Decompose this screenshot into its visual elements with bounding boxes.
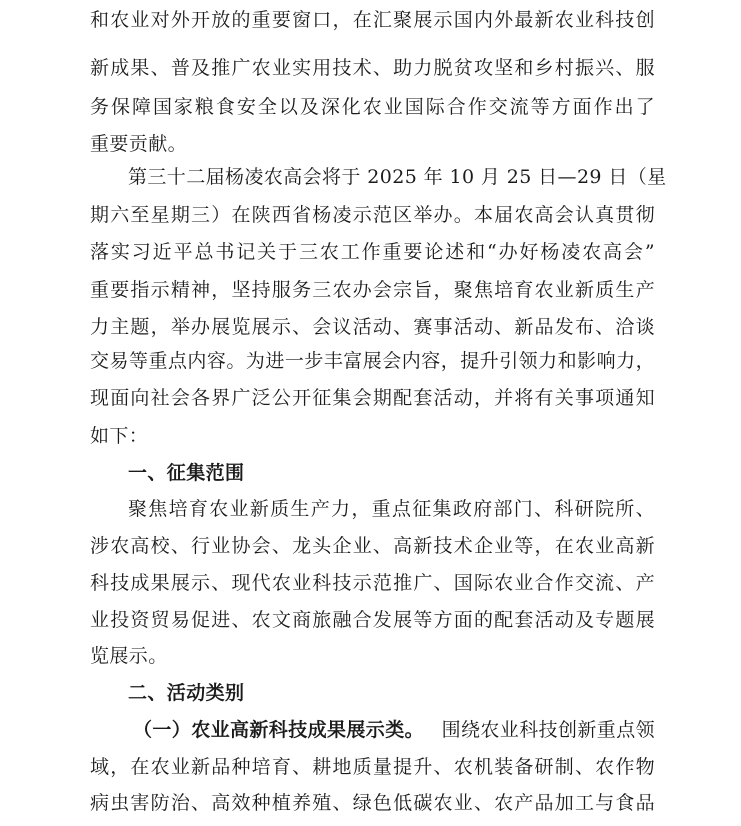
paragraph-intro-line-3: 务保障国家粮食安全以及深化农业国际合作交流等方面作出了 (90, 96, 655, 118)
paragraph-event-line-3: 落实习近平总书记关于三农工作重要论述和“办好杨凌农高会” (90, 241, 655, 263)
subsection-1-text-first: 围绕农业科技创新重点领 (441, 719, 655, 741)
subsection-1-line-2: 域，在农业新品种培育、耕地质量提升、农机装备研制、农作物 (90, 756, 655, 778)
paragraph-scope-line-1: 聚焦培育农业新质生产力，重点征集政府部门、科研院所、 (128, 498, 655, 520)
paragraph-event-line-7: 现面向社会各界广泛公开征集会期配套活动，并将有关事项通知 (90, 387, 655, 409)
paragraph-intro-line-4: 重要贡献。 (90, 133, 188, 155)
paragraph-scope-line-2: 涉农高校、行业协会、龙头企业、高新技术企业等，在农业高新 (90, 535, 655, 557)
subsection-1-line-3: 病虫害防治、高效种植养殖、绿色低碳农业、农产品加工与食品 (90, 792, 655, 814)
subsection-1-line-1 (133, 718, 655, 742)
subsection-1-label: （一）农业高新科技成果展示类。 (133, 719, 425, 741)
paragraph-event-line-4: 重要指示精神，坚持服务三农办会宗旨，聚焦培育农业新质生产 (90, 279, 655, 301)
section-heading-categories: 二、活动类别 (128, 682, 245, 704)
paragraph-intro-line-2: 新成果、普及推广农业实用技术、助力脱贫攻坚和乡村振兴、服 (90, 57, 655, 79)
paragraph-scope-line-3: 科技成果展示、现代农业科技示范推广、国际农业合作交流、产 (90, 572, 655, 594)
paragraph-scope-line-4: 业投资贸易促进、农文商旅融合发展等方面的配套活动及专题展 (90, 609, 655, 631)
paragraph-event-line-8: 如下： (90, 425, 149, 447)
section-heading-scope: 一、征集范围 (128, 462, 245, 484)
paragraph-event-line-1: 第三十二届杨凌农高会将于 2025 年 10 月 25 日—29 日（星 (128, 166, 667, 188)
paragraph-event-line-5: 力主题，举办展览展示、会议活动、赛事活动、新品发布、洽谈 (90, 316, 655, 338)
paragraph-event-line-6: 交易等重点内容。为进一步丰富展会内容，提升引领力和影响力， (90, 350, 655, 372)
paragraph-scope-line-5: 览展示。 (90, 645, 168, 667)
paragraph-event-line-2: 期六至星期三）在陕西省杨凌示范区举办。本届农高会认真贯彻 (90, 204, 655, 226)
paragraph-intro-line-1: 和农业对外开放的重要窗口，在汇聚展示国内外最新农业科技创 (90, 9, 655, 31)
